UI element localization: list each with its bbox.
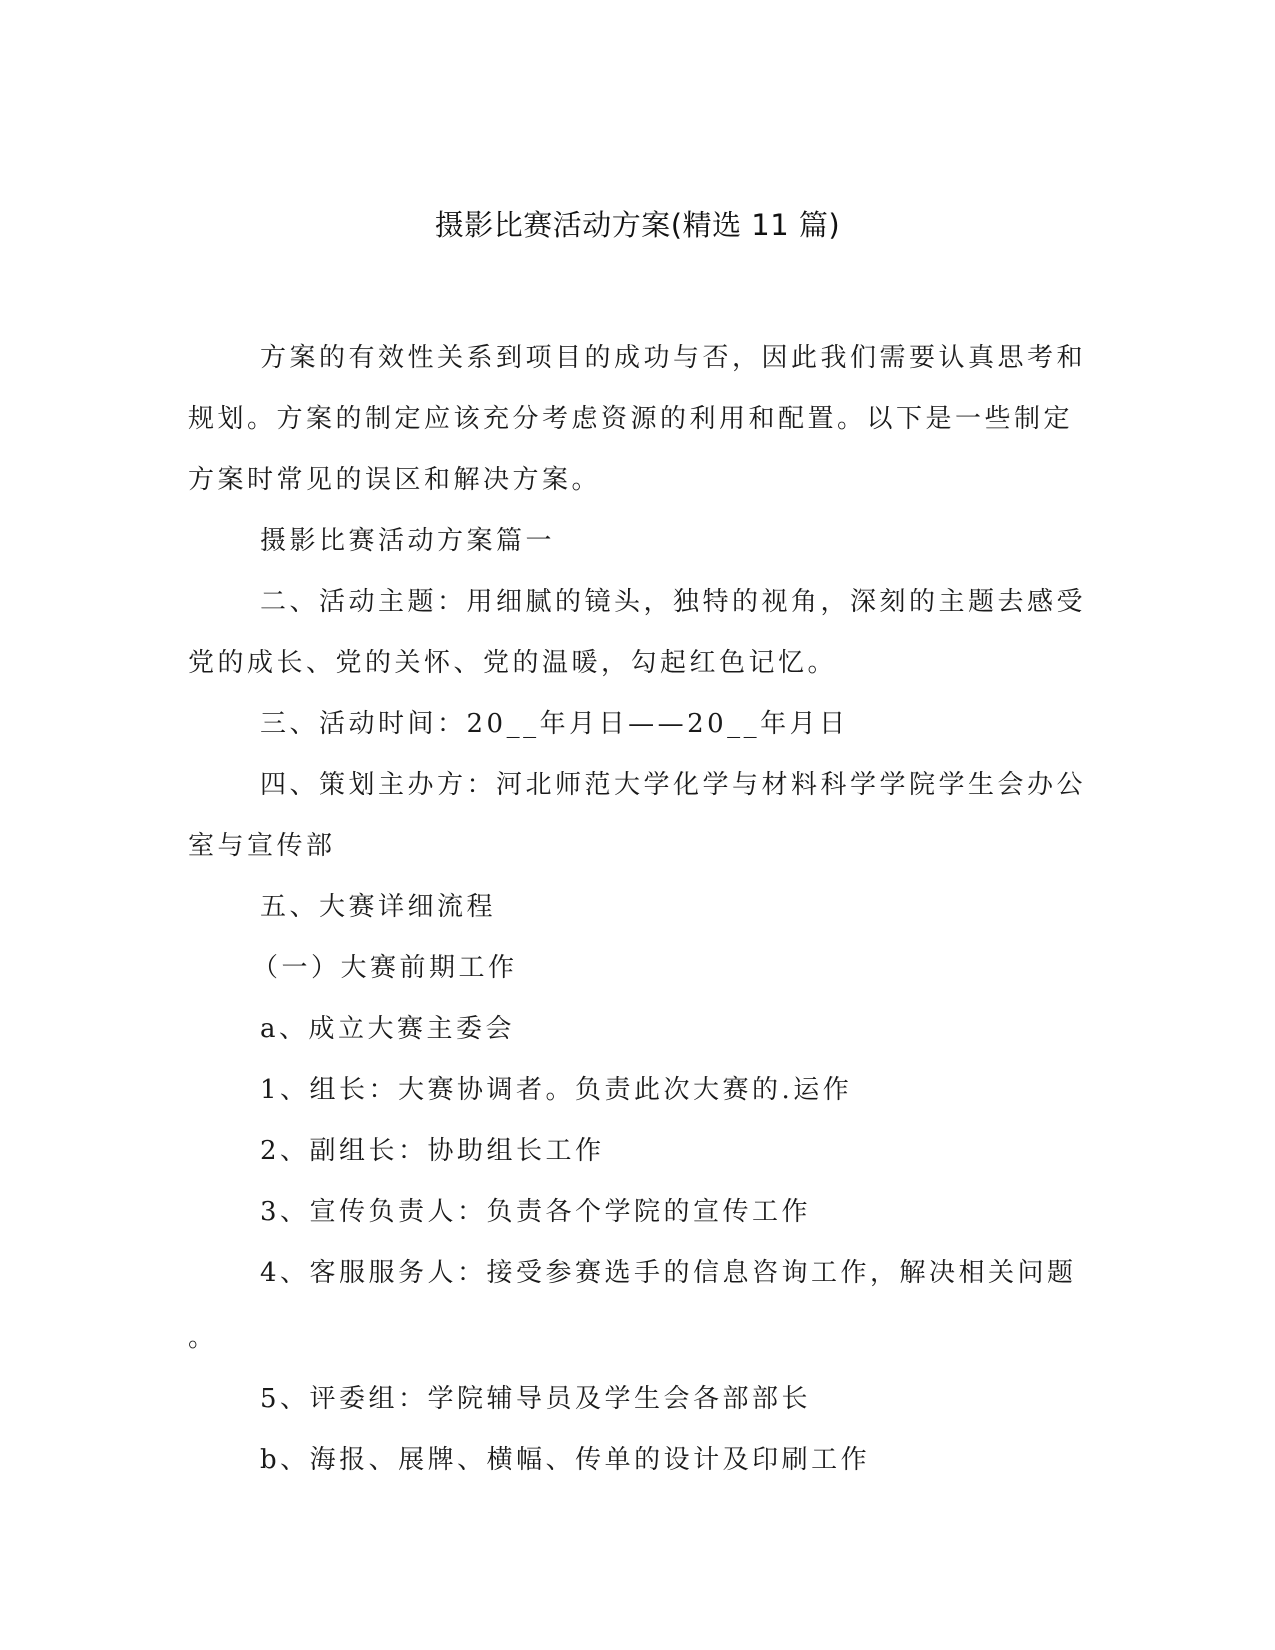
activity-time: 三、活动时间：20__年月日——20__年月日 <box>260 709 849 739</box>
organizer-line-2: 室与宣传部 <box>188 831 336 861</box>
organizer-line-1: 四、策划主办方：河北师范大学化学与材料科学学院学生会办公 <box>260 770 1087 800</box>
list-item-4: 4、客服服务人：接受参赛选手的信息咨询工作，解决相关问题 <box>260 1258 1077 1288</box>
intro-line-3: 方案时常见的误区和解决方案。 <box>188 465 602 495</box>
list-item-1: 1、组长：大赛协调者。负责此次大赛的.运作 <box>260 1075 853 1105</box>
theme-line-2: 党的成长、党的关怀、党的温暖，勾起红色记忆。 <box>188 648 838 678</box>
document-body <box>188 328 1088 1491</box>
list-item-5: 5、评委组：学院辅导员及学生会各部部长 <box>260 1384 812 1414</box>
process-heading: 五、大赛详细流程 <box>260 892 497 922</box>
list-item-4-trailing: 。 <box>188 1323 218 1353</box>
pre-work-heading: （一）大赛前期工作 <box>252 953 518 983</box>
posters-item: b、海报、展牌、横幅、传单的设计及印刷工作 <box>260 1445 871 1475</box>
page-title: 摄影比赛活动方案(精选 11 篇) <box>434 208 841 242</box>
theme-line-1: 二、活动主题：用细腻的镜头，独特的视角，深刻的主题去感受 <box>260 587 1087 617</box>
intro-line-1: 方案的有效性关系到项目的成功与否，因此我们需要认真思考和 <box>260 343 1087 373</box>
list-item-3: 3、宣传负责人：负责各个学院的宣传工作 <box>260 1197 812 1227</box>
intro-line-2: 规划。方案的制定应该充分考虑资源的利用和配置。以下是一些制定 <box>188 404 1074 434</box>
list-item-2: 2、副组长：协助组长工作 <box>260 1136 605 1166</box>
committee-item: a、成立大赛主委会 <box>260 1014 516 1044</box>
section-heading: 摄影比赛活动方案篇一 <box>260 526 556 556</box>
